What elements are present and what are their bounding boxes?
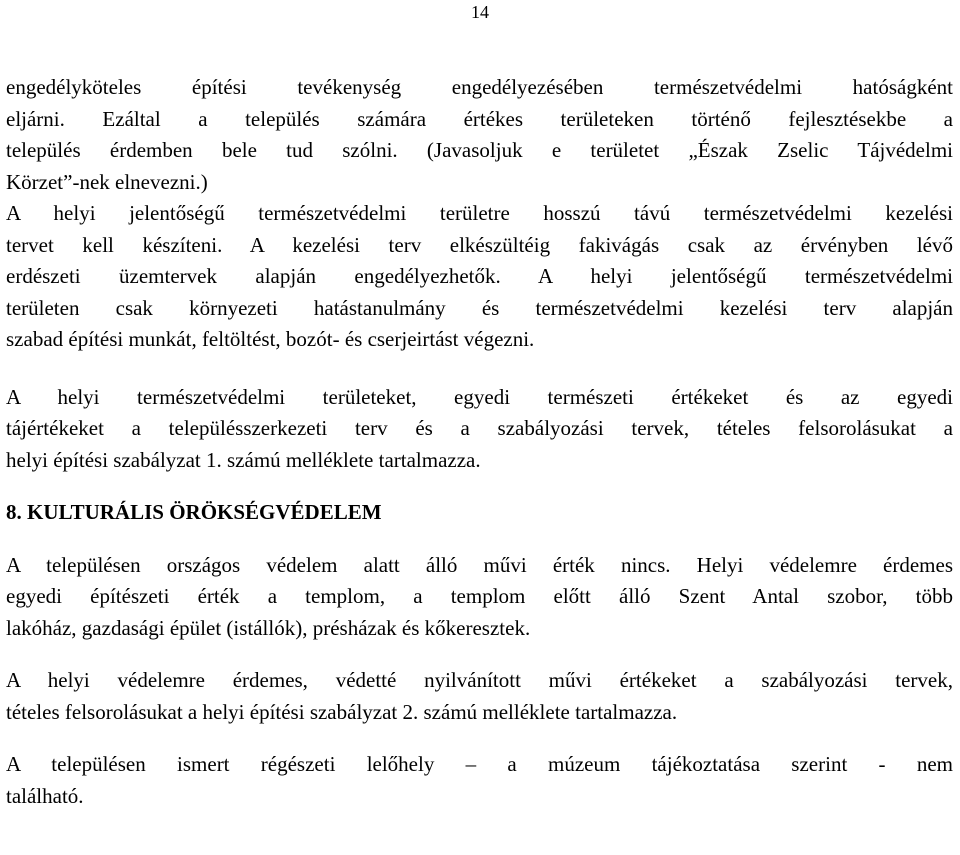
text-line: lakóház, gazdasági épület (istállók), présházak és kőkeresztek. — [6, 615, 531, 640]
text-line: A helyi védelemre érdemes, védetté nyilvánított művi értékeket a szabályozási tervek, — [6, 668, 953, 692]
page-number: 14 — [471, 2, 489, 22]
section-heading: 8. KULTURÁLIS ÖRÖKSÉGVÉDELEM — [6, 500, 382, 524]
paragraph-nature-protection — [6, 72, 953, 356]
text-line: engedélyköteles építési tevékenység engedélyezésében természetvédelmi hatóságként — [6, 75, 953, 99]
text-line: tájértékeket a településszerkezeti terv és a szabályozási tervek, tételes felsorolásukat a — [6, 416, 953, 440]
text-line: tételes felsorolásukat a helyi építési szabályzat 2. számú melléklete tartalmazza. — [6, 699, 678, 724]
text-line: A településen ismert régészeti lelőhely – a múzeum tájékoztatása szerint - nem — [6, 752, 953, 776]
text-line: területen csak környezeti hatástanulmány és természetvédelmi kezelési terv alapján — [6, 295, 953, 320]
text-line: eljárni. Ezáltal a település számára értékes területeken történő fejlesztésekbe a — [6, 106, 953, 131]
text-line: A településen országos védelem alatt álló művi érték nincs. Helyi védelemre érdemes — [6, 552, 953, 577]
text-line: helyi építési szabályzat 1. számú melléklete tartalmazza. — [6, 447, 481, 472]
text-line: A helyi természetvédelmi területeket, egyedi természeti értékeket és az egyedi — [6, 384, 953, 409]
paragraph-built-heritage — [6, 550, 953, 645]
text-line: erdészeti üzemtervek alapján engedélyezhetők. A helyi jelentőségű természetvédelmi — [6, 264, 953, 288]
document-body — [6, 72, 953, 812]
text-line: található. — [6, 783, 84, 808]
text-line: település érdemben bele tud szólni. (Javasoljuk e területet „Észak Zselic Tájvédelmi — [6, 138, 953, 162]
paragraph-local-areas — [6, 382, 953, 477]
text-line: tervet kell készíteni. A kezelési terv elkészültéig fakivágás csak az érvényben lévő — [6, 232, 953, 257]
paragraph-archaeology — [6, 749, 953, 812]
text-line: A helyi jelentőségű természetvédelmi területre hosszú távú természetvédelmi kezelési — [6, 201, 953, 225]
text-line: szabad építési munkát, feltöltést, bozót- és cserjeirtást végezni. — [6, 327, 535, 351]
text-line: Körzet”-nek elnevezni.) — [6, 169, 208, 194]
paragraph-protected-values — [6, 665, 953, 728]
text-line: egyedi építészeti érték a templom, a templom előtt álló Szent Antal szobor, több — [6, 584, 953, 608]
